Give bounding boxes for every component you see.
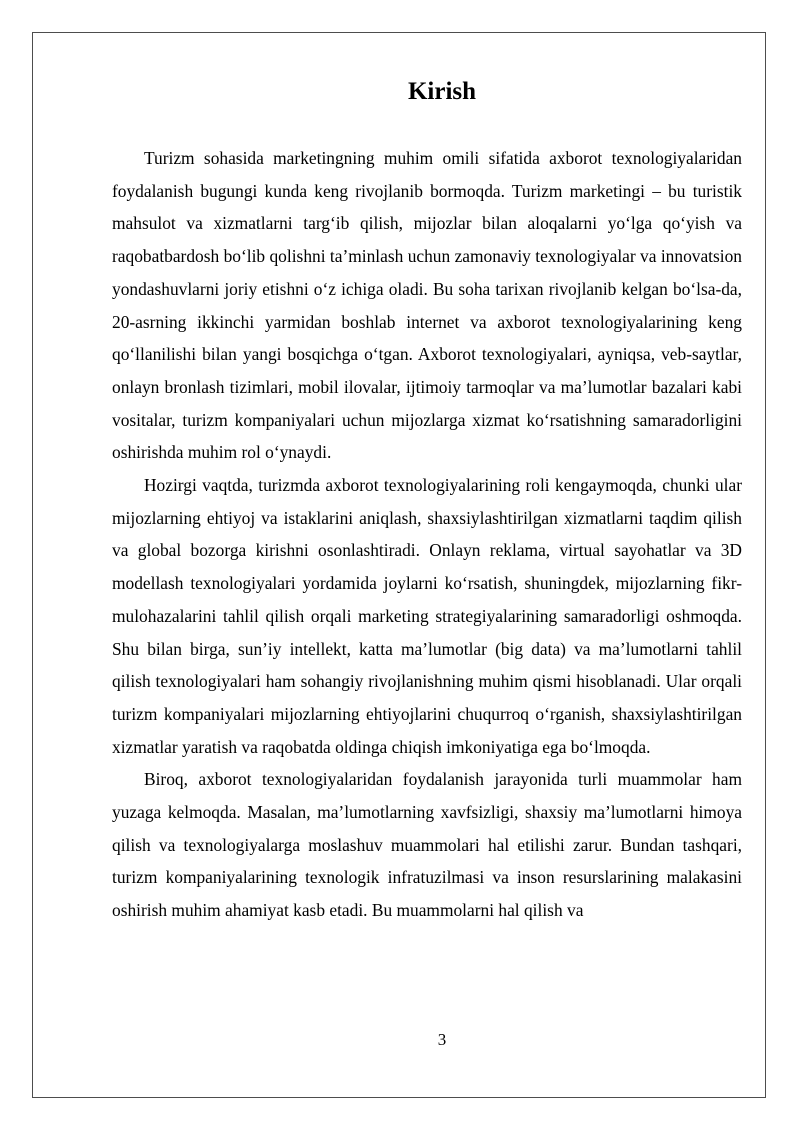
paragraph-1: Turizm sohasida marketingning muhim omili sifatida axborot texnologiyalaridan foydalanish bugungi kunda keng rivojlanib bormoqda. Turizm marketingi – bu turistik mahsulot va xizmatlarni targ‘ib qilish, mijozlar bilan aloqalarni yo‘lga qo‘yish va raqobatbardosh bo‘lib qolishni ta’minlash uchun zamonaviy texnologiyalar va innovatsion yondashuvlarni joriy etishni o‘z ichiga oladi. Bu soha tarixan rivojlanib kelgan bo‘lsa-da, 20-asrning ikkinchi yarmidan boshlab internet va axborot texnologiyalarining keng qo‘llanilishi bilan yangi bosqichga o‘tgan. Axborot texnologiyalari, ayniqsa, veb-saytlar, onlayn bronlash tizimlari, mobil ilovalar, ijtimoiy tarmoqlar va ma’lumotlar bazalari kabi vositalar, turizm kompaniyalari uchun mijozlarga xizmat ko‘rsatishning samaradorligini oshirishda muhim rol o‘ynaydi.	[112, 148, 742, 463]
page-number: 3	[437, 1030, 447, 1049]
paragraph-2: Hozirgi vaqtda, turizmda axborot texnologiyalarining roli kengaymoqda, chunki ular mijozlarning ehtiyoj va istaklarini aniqlash, shaxsiylashtirilgan xizmatlarni taqdim qilish va global bozorga kirishni osonlashtiradi. Onlayn reklama, virtual sayohatlar va 3D modellash texnologiyalari yordamida joylarni ko‘rsatish, shuningdek, mijozlarning fikr-mulohazalarini tahlil qilish orqali marketing strategiyalarining samaradorligi oshmoqda. Shu bilan birga, sun’iy intellekt, katta ma’lumotlar (big data) va ma’lumotlarni tahlil qilish texnologiyalari ham sohangiy rivojlanishning muhim qismi hisoblanadi. Ular orqali turizm kompaniyalari mijozlarning ehtiyojlarini chuqurroq o‘rganish, shaxsiylashtirilgan xizmatlar yaratish va raqobatda oldinga chiqish imkoniyatiga ega bo‘lmoqda.	[112, 475, 742, 757]
document-body	[112, 142, 742, 927]
paragraph-3: Biroq, axborot texnologiyalaridan foydalanish jarayonida turli muammolar ham yuzaga kelmoqda. Masalan, ma’lumotlarning xavfsizligi, shaxsiy ma’lumotlarni himoya qilish va texnologiyalarga moslashuv muammolari hal etilishi zarur. Bundan tashqari, turizm kompaniyalarining texnologik infratuzilmasi va inson resurslarining malakasini oshirish muhim ahamiyat kasb etadi. Bu muammolarni hal qilish va	[112, 769, 742, 921]
page-title: Kirish	[407, 78, 477, 105]
